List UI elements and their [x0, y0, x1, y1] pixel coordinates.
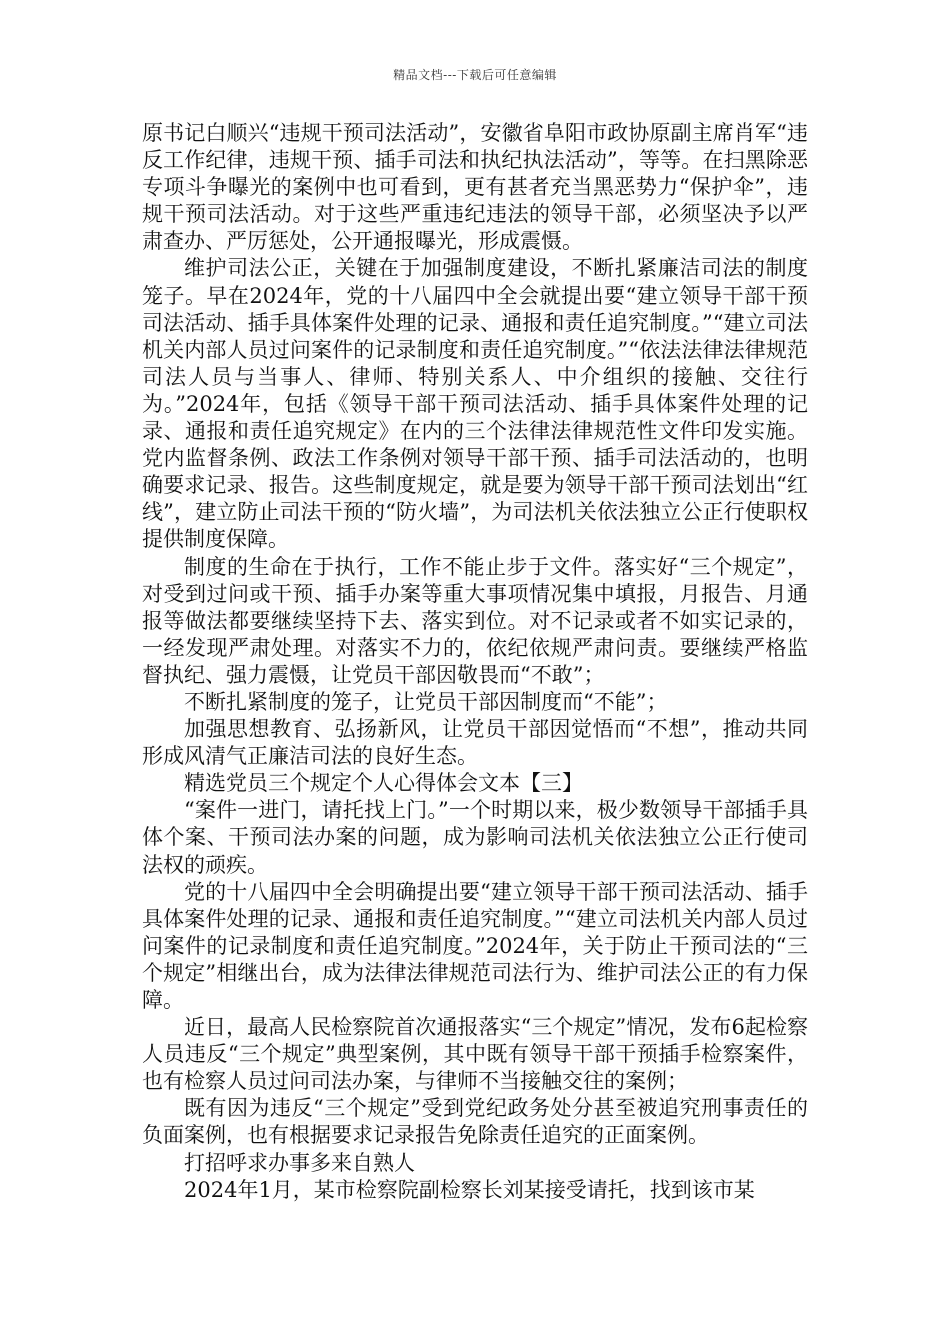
paragraph: 不断扎紧制度的笼子，让党员干部因制度而“不能”；: [184, 689, 668, 714]
paragraph: 2024年1月，某市检察院副检察长刘某接受请托，找到该市某: [184, 1177, 755, 1202]
document-body: [142, 120, 808, 1204]
paragraph: 既有因为违反“三个规定”受到党纪政务处分甚至被追究刑事责任的负面案例，也有根据要求记录报告免除责任追究的正面案例。: [142, 1096, 808, 1148]
paragraph: 原书记白顺兴“违规干预司法活动”，安徽省阜阳市政协原副主席肖军“违反工作纪律，违规干预、插手司法和执纪执法活动”，等等。在扫黑除恶专项斗争曝光的案例中也可看到，更有甚者充当黑恶势力“保护伞”，违规干预司法活动。对于这些严重违纪违法的领导干部，必须坚决予以严肃查办、严厉惩处，公开通报曝光，形成震慑。: [142, 121, 808, 254]
subheading: 打招呼求办事多来自熟人: [184, 1150, 415, 1175]
paragraph: 加强思想教育、弘扬新风，让党员干部因觉悟而“不想”，推动共同形成风清气正廉洁司法的良好生态。: [142, 717, 808, 769]
paragraph: 维护司法公正，关键在于加强制度建设，不断扎紧廉洁司法的制度笼子。早在2024年，党的十八届四中全会就提出要“建立领导干部干预司法活动、插手具体案件处理的记录、通报和责任追究制度。”“建立司法机关内部人员过问案件的记录制度和责任追究制度。”“依法法律法律规范司法人员与当事人、律师、特别关系人、中介组织的接触、交往行为。”2024年，包括《领导干部干预司法活动、插手具体案件处理的记录、通报和责任追究规定》在内的三个法律法律规范性文件印发实施。党内监督条例、政法工作条例对领导干部干预、插手司法活动的，也明确要求记录、报告。这些制度规定，就是要为领导干部干预司法划出“红线”，建立防止司法干预的“防火墙”，为司法机关依法独立公正行使职权提供制度保障。: [142, 256, 808, 552]
paragraph: 近日，最高人民检察院首次通报落实“三个规定”情况，发布6起检察人员违反“三个规定”典型案例，其中既有领导干部干预插手检察案件，也有检察人员过问司法办案，与律师不当接触交往的案例；: [142, 1015, 808, 1094]
section-heading: 精选党员三个规定个人心得体会文本【三】: [184, 771, 583, 796]
paragraph: 党的十八届四中全会明确提出要“建立领导干部干预司法活动、插手具体案件处理的记录、通报和责任追究制度。”“建立司法机关内部人员过问案件的记录制度和责任追究制度。”2024年，关于防止干预司法的“三个规定”相继出台，成为法律法律规范司法行为、维护司法公正的有力保障。: [142, 879, 808, 1012]
paragraph: 制度的生命在于执行，工作不能止步于文件。落实好“三个规定”，对受到过问或干预、插手办案等重大事项情况集中填报，月报告、月通报等做法都要继续坚持下去、落实到位。对不记录或者不如实记录的，一经发现严肃处理。对落实不力的，依纪依规严肃问责。要继续严格监督执纪、强力震慑，让党员干部因敬畏而“不敢”；: [142, 554, 808, 687]
page-header: 精品文档---下载后可任意编辑: [393, 68, 557, 82]
paragraph: “案件一进门，请托找上门。”一个时期以来，极少数领导干部插手具体个案、干预司法办案的问题，成为影响司法机关依法独立公正行使司法权的顽疾。: [142, 798, 808, 877]
